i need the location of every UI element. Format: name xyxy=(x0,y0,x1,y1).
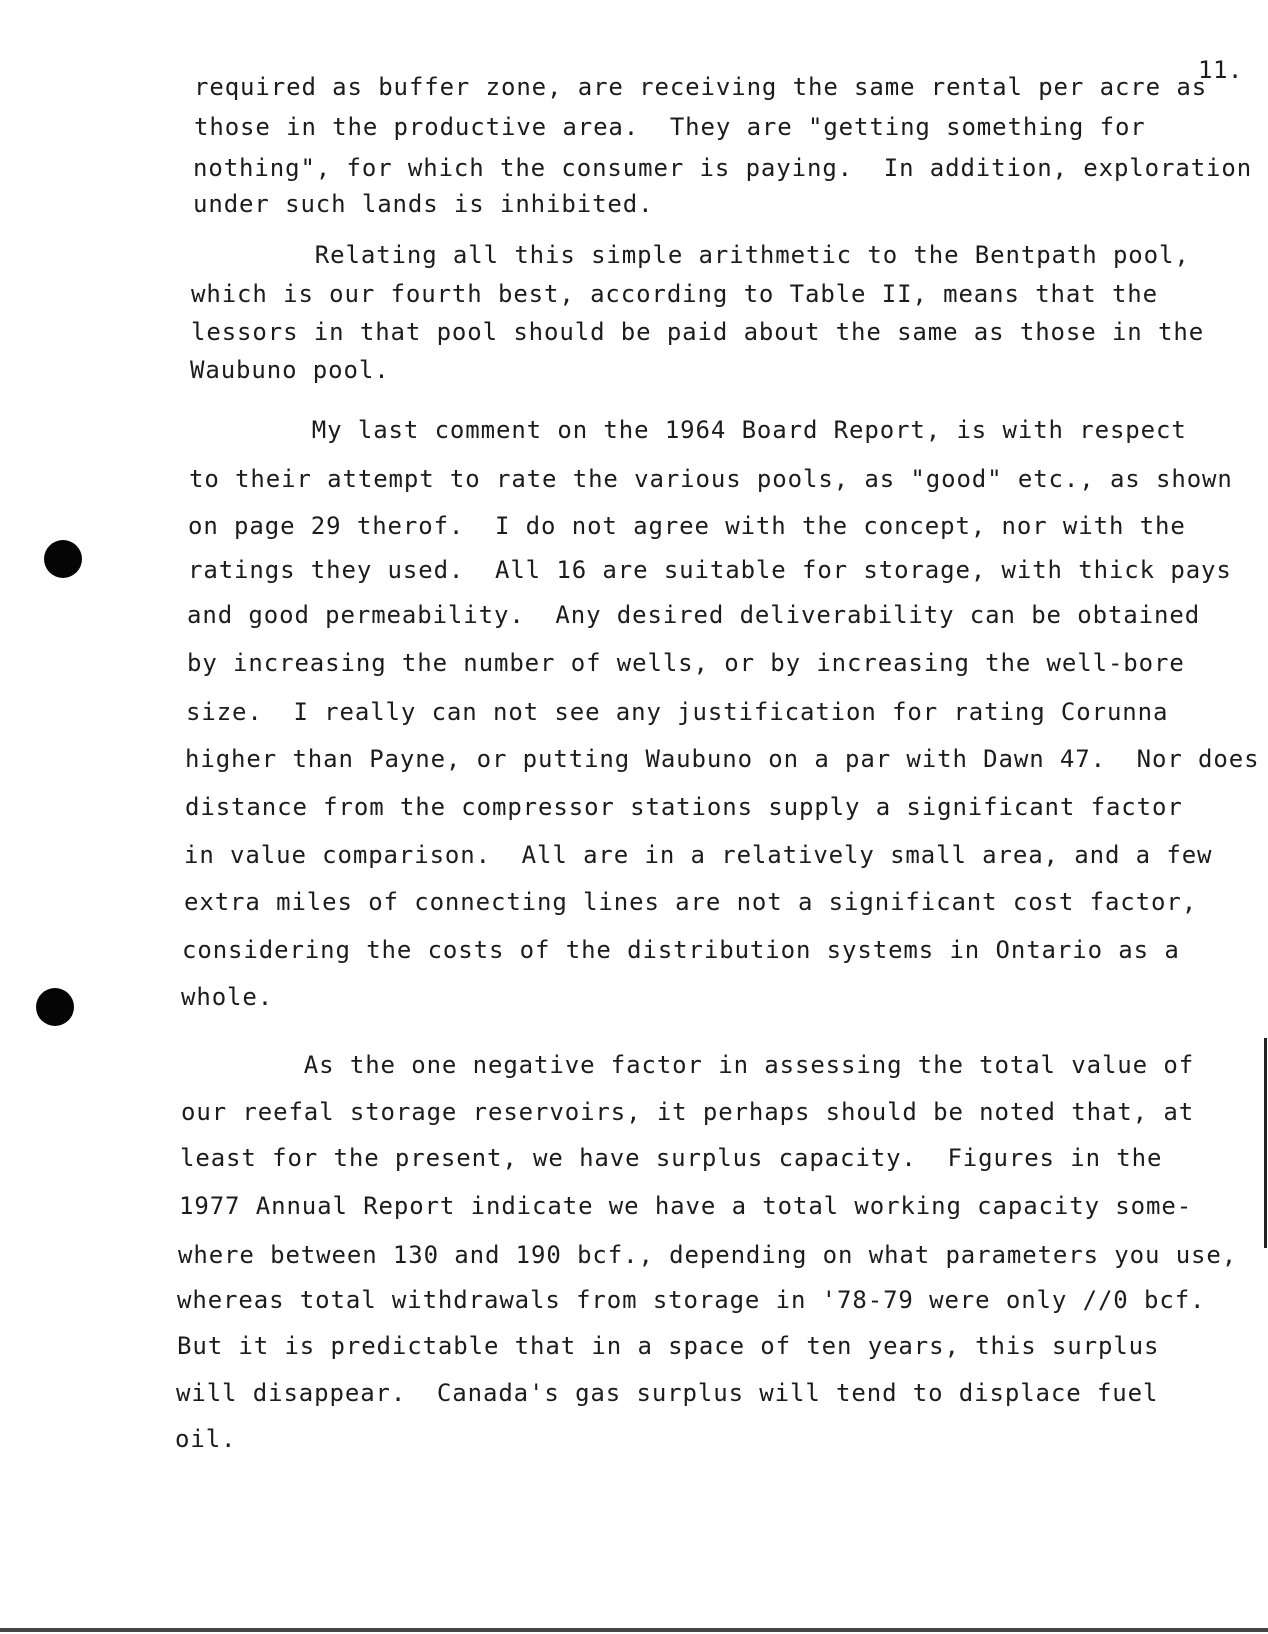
punch-hole-upper xyxy=(44,540,82,578)
paragraph-3-line-8: higher than Payne, or putting Waubuno on a par with Dawn 47. Nor does xyxy=(185,745,1260,773)
bottom-edge-mark xyxy=(0,1628,1268,1632)
paragraph-4-line-8: will disappear. Canada's gas surplus will tend to displace fuel xyxy=(176,1379,1159,1407)
paragraph-3-line-9: distance from the compressor stations supply a significant factor xyxy=(185,793,1183,821)
paragraph-4-line-7: But it is predictable that in a space of ten years, this surplus xyxy=(177,1332,1160,1360)
paragraph-4-line-3: least for the present, we have surplus capacity. Figures in the xyxy=(180,1144,1163,1172)
paragraph-2-line-4: Waubuno pool. xyxy=(190,356,390,384)
paragraph-4-line-2: our reefal storage reservoirs, it perhaps should be noted that, at xyxy=(181,1098,1195,1126)
paragraph-4-line-1: As the one negative factor in assessing the total value of xyxy=(181,1051,1195,1079)
paragraph-3-line-5: and good permeability. Any desired deliverability can be obtained xyxy=(187,601,1201,629)
paragraph-3-line-7: size. I really can not see any justification for rating Corunna xyxy=(186,698,1169,726)
paragraph-4-line-6: whereas total withdrawals from storage in '78-79 were only //0 bcf. xyxy=(177,1286,1206,1314)
paragraph-2-line-1: Relating all this simple arithmetic to the Bentpath pool, xyxy=(192,241,1190,269)
right-edge-mark xyxy=(1264,1038,1267,1248)
paragraph-1-line-2: those in the productive area. They are "getting something for xyxy=(194,113,1146,141)
paragraph-3-line-12: considering the costs of the distribution systems in Ontario as a xyxy=(182,936,1180,964)
paragraph-3-line-4: ratings they used. All 16 are suitable for storage, with thick pays xyxy=(188,556,1232,584)
paragraph-3-line-3: on page 29 therof. I do not agree with the concept, nor with the xyxy=(188,512,1186,540)
paragraph-1-line-3: nothing", for which the consumer is paying. In addition, exploration xyxy=(193,154,1253,182)
paragraph-3-line-6: by increasing the number of wells, or by increasing the well-bore xyxy=(187,649,1185,677)
paragraph-2-line-3: lessors in that pool should be paid about the same as those in the xyxy=(191,318,1205,346)
paragraph-3-line-13: whole. xyxy=(181,983,274,1011)
paragraph-4-line-9: oil. xyxy=(175,1425,237,1453)
paragraph-2-line-2: which is our fourth best, according to Table II, means that the xyxy=(191,280,1159,308)
paragraph-3-line-2: to their attempt to rate the various pools, as "good" etc., as shown xyxy=(189,465,1233,493)
paragraph-4-line-4: 1977 Annual Report indicate we have a total working capacity some- xyxy=(179,1192,1193,1220)
paragraph-1-line-1: required as buffer zone, are receiving the same rental per acre as xyxy=(194,73,1208,101)
paragraph-4-line-5: where between 130 and 190 bcf., depending on what parameters you use, xyxy=(178,1241,1238,1269)
punch-hole-lower xyxy=(36,988,74,1026)
page-number: 11. xyxy=(1198,56,1243,84)
paragraph-3-line-1: My last comment on the 1964 Board Report, is with respect xyxy=(189,416,1187,444)
paragraph-3-line-11: extra miles of connecting lines are not a significant cost factor, xyxy=(184,888,1198,916)
paragraph-1-line-4: under such lands is inhibited. xyxy=(193,190,654,218)
paragraph-3-line-10: in value comparison. All are in a relatively small area, and a few xyxy=(184,841,1213,869)
